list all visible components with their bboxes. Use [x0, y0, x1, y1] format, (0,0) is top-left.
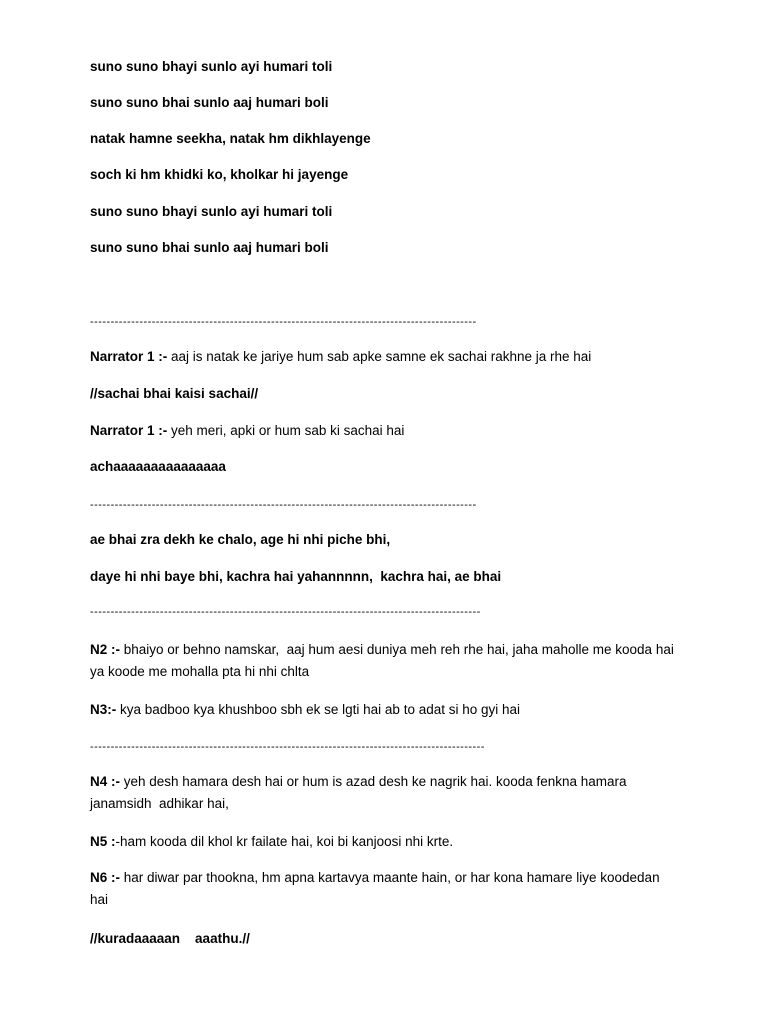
scene2-line-1: ae bhai zra dekh ke chalo, age hi nhi piche bhi,	[90, 532, 391, 547]
separator-2: ----------------------------------------------------------------------------------------------	[90, 499, 477, 511]
speaker-label: N4 :-	[90, 774, 120, 789]
song-line-3: natak hamne seekha, natak hm dikhlayenge	[90, 131, 371, 146]
speaker-label: N3:-	[90, 702, 117, 717]
separator-4: ------------------------------------------------------------------------------------------------	[90, 741, 485, 753]
speaker-label: N2 :-	[90, 642, 120, 657]
dialogue-text: bhaiyo or behno namskar, aaj hum aesi duniya meh reh rhe hai, jaha maholle me kooda hai ya koode me mohalla pta hi nhi chlta	[90, 642, 678, 679]
song-line-6: suno suno bhai sunlo aaj humari boli	[90, 240, 329, 255]
speaker-label: Narrator 1 :-	[90, 423, 168, 438]
speaker-label: N5 :	[90, 834, 116, 849]
dialogue-text: har diwar par thookna, hm apna kartavya maante hain, or har kona hamare liye koodedan hai	[90, 870, 664, 907]
n4-dialogue	[90, 771, 680, 815]
narrator-line-2	[90, 420, 690, 442]
speaker-label: Narrator 1 :-	[90, 349, 168, 364]
dialogue-text: kya badboo kya khushboo sbh ek se lgti hai ab to adat si ho gyi hai	[116, 702, 521, 717]
dialogue-text: aaj is natak ke jariye hum sab apke samne ek sachai rakhne ja rhe hai	[167, 349, 592, 364]
dialogue-text: -ham kooda dil khol kr failate hai, koi bi kanjoosi nhi krte.	[115, 834, 454, 849]
narrator-line-1	[90, 346, 690, 368]
n3-dialogue	[90, 699, 690, 721]
closing-line: //kuradaaaaan aaathu.//	[90, 931, 250, 946]
dialogue-text: yeh meri, apki or hum sab ki sachai hai	[167, 423, 405, 438]
separator-1: ----------------------------------------------------------------------------------------------	[90, 316, 477, 328]
song-line-4: soch ki hm khidki ko, kholkar hi jayenge	[90, 167, 349, 182]
chorus-line: //sachai bhai kaisi sachai//	[90, 386, 259, 401]
scene2-line-2: daye hi nhi baye bhi, kachra hai yahannnnn, kachra hai, ae bhai	[90, 569, 502, 584]
song-line-5: suno suno bhayi sunlo ayi humari toli	[90, 204, 333, 219]
n5-dialogue	[90, 831, 690, 853]
song-line-1: suno suno bhayi sunlo ayi humari toli	[90, 59, 333, 74]
speaker-label: N6 :-	[90, 870, 120, 885]
separator-3: -----------------------------------------------------------------------------------------------	[90, 606, 481, 618]
song-line-2: suno suno bhai sunlo aaj humari boli	[90, 95, 329, 110]
n6-dialogue	[90, 867, 680, 911]
exclamation-line: achaaaaaaaaaaaaaaa	[90, 459, 226, 474]
n2-dialogue	[90, 639, 680, 683]
dialogue-text: yeh desh hamara desh hai or hum is azad desh ke nagrik hai. kooda fenkna hamara janamsidh adhikar hai,	[90, 774, 631, 811]
